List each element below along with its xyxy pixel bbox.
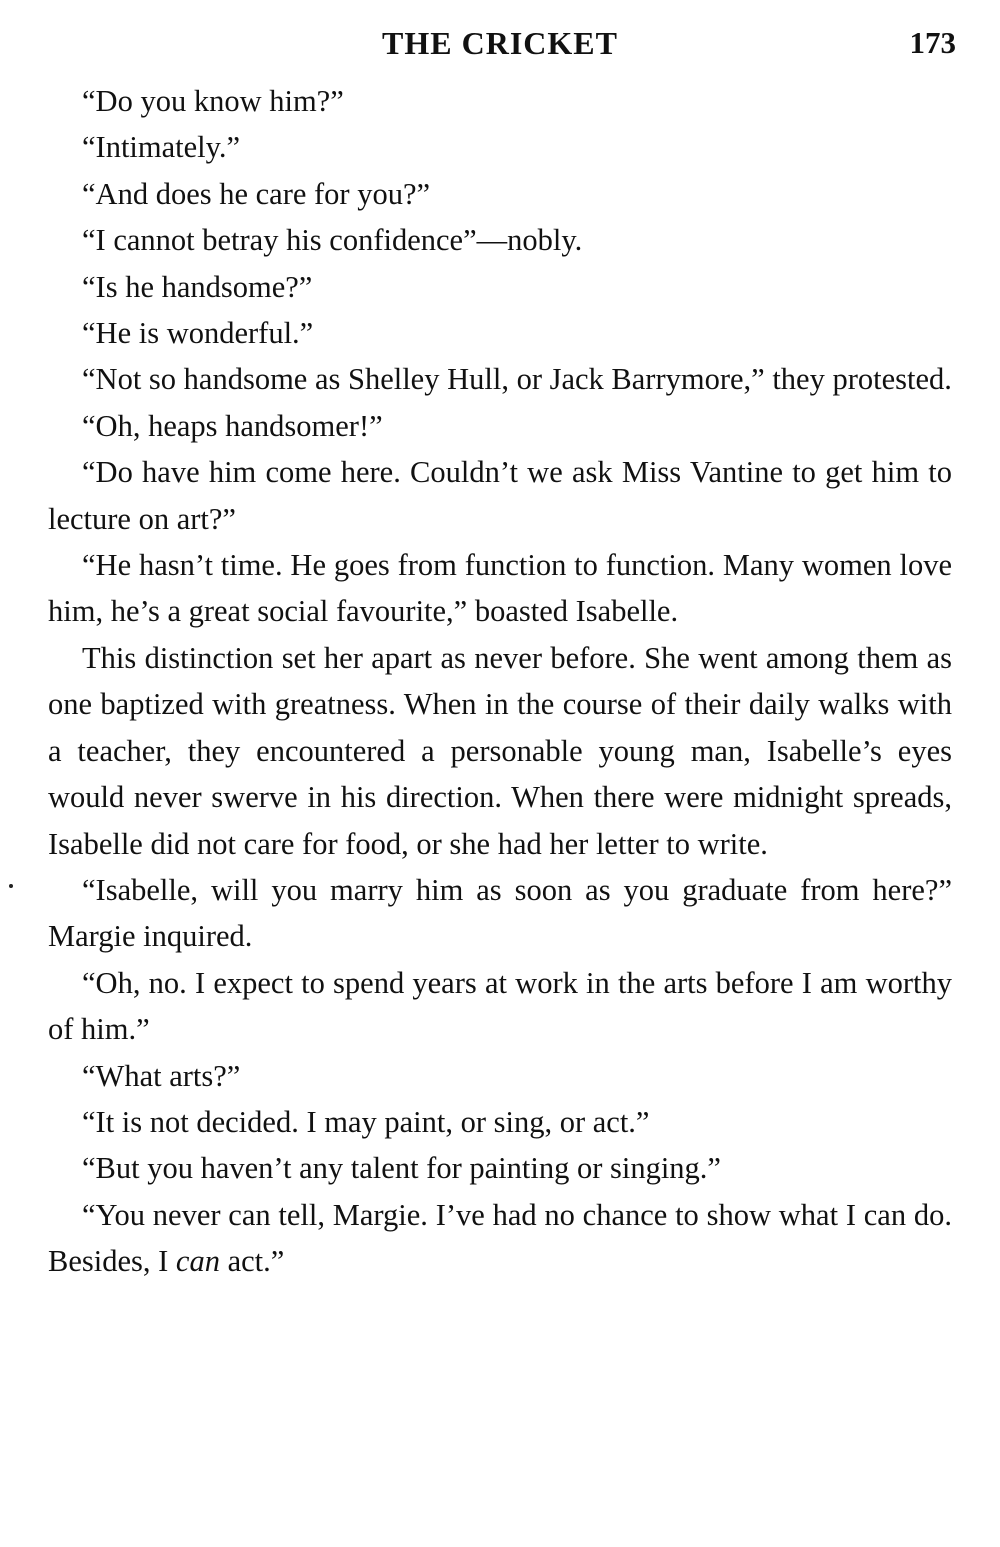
- page-header: [48, 18, 956, 68]
- running-head: THE CRICKET: [382, 25, 618, 61]
- emphasized-word: can: [175, 1244, 220, 1279]
- paragraph: “Not so handsome as Shelley Hull, or Jack Barrymore,” they protested.: [82, 362, 952, 397]
- paragraph: “I cannot betray his confidence”—nobly.: [82, 223, 583, 258]
- paragraph: “He hasn’t time. He goes from function to function. Many women love him, he’s a great social favourite,” boasted Isabelle.: [48, 548, 952, 629]
- last-paragraph: [48, 1192, 952, 1285]
- paragraph: “Isabelle, will you marry him as soon as you graduate from here?” Margie inquired.: [48, 872, 952, 954]
- page-number: 173: [909, 25, 956, 60]
- stray-ink-mark: [9, 884, 13, 888]
- paragraph: “Oh, heaps handsomer!”: [82, 408, 383, 443]
- last-paragraph-end: act.”: [219, 1244, 285, 1279]
- paragraph: “Do you know him?”: [82, 84, 344, 118]
- paragraph: “What arts?”: [82, 1058, 241, 1093]
- paragraph: “But you haven’t any talent for painting or singing.”: [82, 1151, 721, 1186]
- body-text: [48, 78, 952, 1285]
- paragraph: “Is he handsome?”: [82, 269, 313, 304]
- last-paragraph-start: “You never can tell, Margie. I’ve had no chance to show what I can do. Besides, I: [48, 1197, 952, 1279]
- paragraph: “Do have him come here. Couldn’t we ask Miss Vantine to get him to lecture on art?”: [48, 455, 952, 536]
- paragraph: “Oh, no. I expect to spend years at work in the arts before I am worthy of him.”: [48, 965, 952, 1047]
- paragraph: “It is not decided. I may paint, or sing, or act.”: [82, 1104, 650, 1139]
- paragraph: “And does he care for you?”: [82, 176, 431, 211]
- paragraph: “He is wonderful.”: [82, 316, 314, 351]
- paragraph: “Intimately.”: [82, 130, 241, 165]
- paragraph: This distinction set her apart as never before. She went among them as one baptized with greatness. When in the course of their daily walks with a teacher, they encountered a personable young man, Isabelle’s eyes would never swerve in his direction. When there were midnight spreads, Isabelle did not care for food, or she had her letter to write.: [48, 640, 952, 861]
